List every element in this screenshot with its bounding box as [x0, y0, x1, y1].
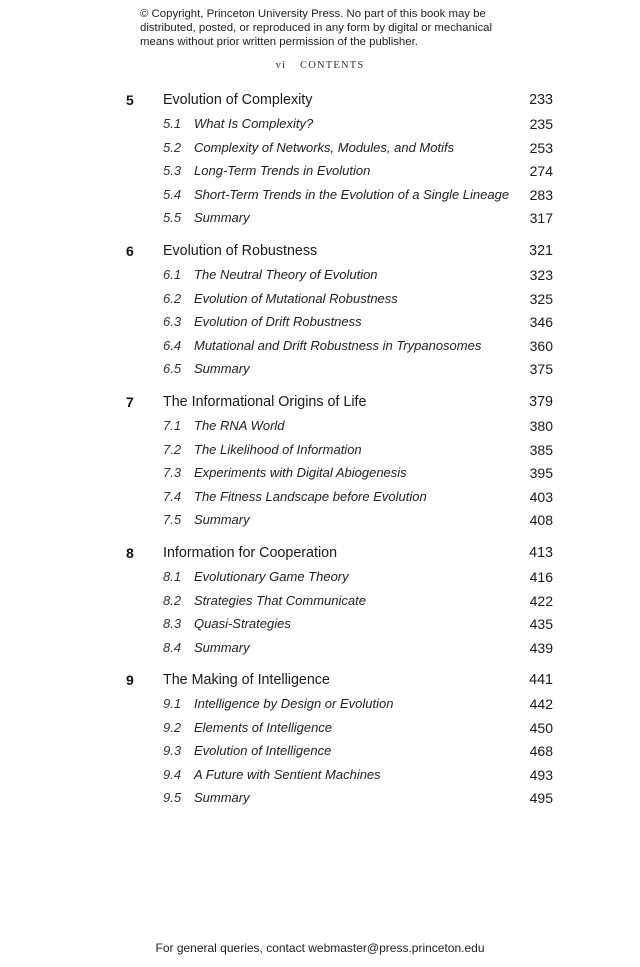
section-number: 7.4 — [163, 488, 182, 504]
section-page: 360 — [529, 337, 553, 354]
chapter-title: The Informational Origins of Life — [163, 394, 367, 410]
section-number: 6.5 — [163, 361, 182, 377]
section-title: The Neutral Theory of Evolution — [194, 267, 378, 282]
chapter-number: 9 — [126, 672, 134, 688]
section-title: Quasi-Strategies — [194, 616, 291, 632]
section-title: Complexity of Networks, Modules, and Motifs — [194, 139, 455, 155]
section-number: 9.3 — [163, 743, 182, 759]
section-title: Elements of Intelligence — [194, 719, 333, 735]
section-row[interactable] — [0, 291, 640, 313]
section-title: Summary — [194, 512, 250, 528]
section-number: 9.1 — [163, 696, 182, 711]
section-title: Summary — [194, 790, 250, 806]
section-page: 346 — [529, 314, 553, 331]
section-row[interactable] — [0, 442, 640, 464]
section-page: 317 — [529, 210, 553, 227]
section-page: 495 — [529, 790, 553, 807]
section-page: 380 — [529, 418, 553, 434]
section-number: 8.4 — [163, 639, 182, 655]
section-number: 5.5 — [163, 210, 182, 226]
section-number: 5.1 — [163, 116, 182, 131]
section-title: The RNA World — [194, 418, 285, 433]
section-page: 493 — [529, 766, 553, 783]
section-number: 7.3 — [163, 465, 182, 481]
chapter-row[interactable] — [0, 92, 640, 114]
chapter-row[interactable] — [0, 545, 640, 567]
section-number: 8.2 — [163, 592, 182, 608]
section-number: 5.4 — [163, 186, 182, 202]
chapter-number: 6 — [126, 243, 134, 259]
section-title: Evolution of Drift Robustness — [194, 314, 362, 330]
section-page: 253 — [529, 139, 553, 156]
section-row[interactable] — [0, 512, 640, 534]
section-number: 9.5 — [163, 790, 182, 806]
section-number: 5.3 — [163, 163, 182, 179]
section-title: The Likelihood of Information — [194, 441, 362, 457]
section-row[interactable] — [0, 418, 640, 440]
section-title: Mutational and Drift Robustness in Trypanosomes — [194, 337, 482, 353]
section-number: 9.4 — [163, 766, 182, 782]
section-title: Evolution of Mutational Robustness — [194, 290, 398, 306]
section-row[interactable] — [0, 767, 640, 789]
section-row[interactable] — [0, 210, 640, 232]
section-row[interactable] — [0, 140, 640, 162]
section-number: 9.2 — [163, 719, 182, 735]
section-title: Strategies That Communicate — [194, 592, 366, 608]
section-page: 395 — [529, 465, 553, 482]
chapter-title: Evolution of Robustness — [163, 243, 318, 259]
section-page: 468 — [529, 743, 553, 760]
section-title: Short-Term Trends in the Evolution of a Single Lineage — [194, 186, 510, 202]
running-head — [0, 60, 640, 71]
section-page: 323 — [529, 267, 553, 283]
chapter-number: 5 — [126, 92, 134, 108]
section-title: Evolution of Intelligence — [194, 743, 332, 759]
section-row[interactable] — [0, 314, 640, 336]
section-row[interactable] — [0, 163, 640, 185]
section-number: 7.5 — [163, 512, 182, 528]
section-title: Evolutionary Game Theory — [194, 569, 349, 584]
section-page: 422 — [529, 592, 553, 609]
section-page: 385 — [529, 441, 553, 458]
section-row[interactable] — [0, 361, 640, 383]
chapter-title: Information for Cooperation — [163, 545, 338, 561]
section-title: Summary — [194, 361, 250, 377]
section-number: 5.2 — [163, 139, 182, 155]
section-number: 8.3 — [163, 616, 182, 632]
chapter-number: 7 — [126, 394, 134, 410]
chapter-page: 321 — [529, 243, 553, 259]
section-row[interactable] — [0, 267, 640, 289]
section-row[interactable] — [0, 569, 640, 591]
section-row[interactable] — [0, 790, 640, 812]
chapter-title: Evolution of Complexity — [163, 92, 313, 108]
section-number: 6.4 — [163, 337, 182, 353]
section-page: 274 — [529, 163, 553, 180]
chapter-row[interactable] — [0, 672, 640, 694]
chapter-page: 233 — [529, 92, 553, 108]
section-number: 7.1 — [163, 418, 182, 433]
section-row[interactable] — [0, 720, 640, 742]
footer-contact: For general queries, contact webmaster@press.princeton.edu — [155, 941, 485, 955]
section-number: 6.2 — [163, 290, 182, 306]
section-page: 325 — [529, 290, 553, 307]
chapter-page: 413 — [529, 545, 553, 561]
section-title: Summary — [194, 639, 250, 655]
section-title: What Is Complexity? — [194, 116, 314, 131]
chapter-number: 8 — [126, 545, 134, 561]
section-title: The Fitness Landscape before Evolution — [194, 488, 427, 504]
section-title: Intelligence by Design or Evolution — [194, 696, 394, 711]
section-page: 403 — [529, 488, 553, 505]
section-title: Summary — [194, 210, 250, 226]
section-number: 6.1 — [163, 267, 182, 282]
section-row[interactable] — [0, 338, 640, 360]
chapter-row[interactable] — [0, 243, 640, 265]
chapter-title: The Making of Intelligence — [163, 672, 330, 688]
section-row[interactable] — [0, 640, 640, 662]
section-row[interactable] — [0, 465, 640, 487]
section-page: 435 — [529, 616, 553, 633]
section-row[interactable] — [0, 743, 640, 765]
chapter-page: 441 — [529, 672, 553, 688]
section-row[interactable] — [0, 593, 640, 615]
section-number: 8.1 — [163, 569, 182, 584]
section-row[interactable] — [0, 489, 640, 511]
section-row[interactable] — [0, 116, 640, 138]
section-title: Long-Term Trends in Evolution — [194, 163, 371, 179]
chapter-row[interactable] — [0, 394, 640, 416]
section-row[interactable] — [0, 187, 640, 209]
section-page: 416 — [529, 569, 553, 585]
section-number: 7.2 — [163, 441, 182, 457]
copyright-notice: © Copyright, Princeton University Press. No part of this book may be distributed, posted, or reproduced in any form by digital or mechanical means without prior written permission of the publisher. — [140, 8, 493, 48]
chapter-page: 379 — [529, 394, 553, 410]
section-page: 235 — [529, 116, 553, 132]
section-page: 375 — [529, 361, 553, 378]
section-title: A Future with Sentient Machines — [194, 766, 381, 782]
section-page: 408 — [529, 512, 553, 529]
section-row[interactable] — [0, 616, 640, 638]
section-page: 283 — [529, 186, 553, 203]
page-number: vi — [275, 60, 287, 71]
section-page: 450 — [529, 719, 553, 736]
section-number: 6.3 — [163, 314, 182, 330]
section-page: 442 — [529, 696, 553, 712]
section-title: Experiments with Digital Abiogenesis — [194, 465, 407, 481]
section-page: 439 — [529, 639, 553, 656]
running-head-title: CONTENTS — [299, 60, 365, 71]
section-row[interactable] — [0, 696, 640, 718]
